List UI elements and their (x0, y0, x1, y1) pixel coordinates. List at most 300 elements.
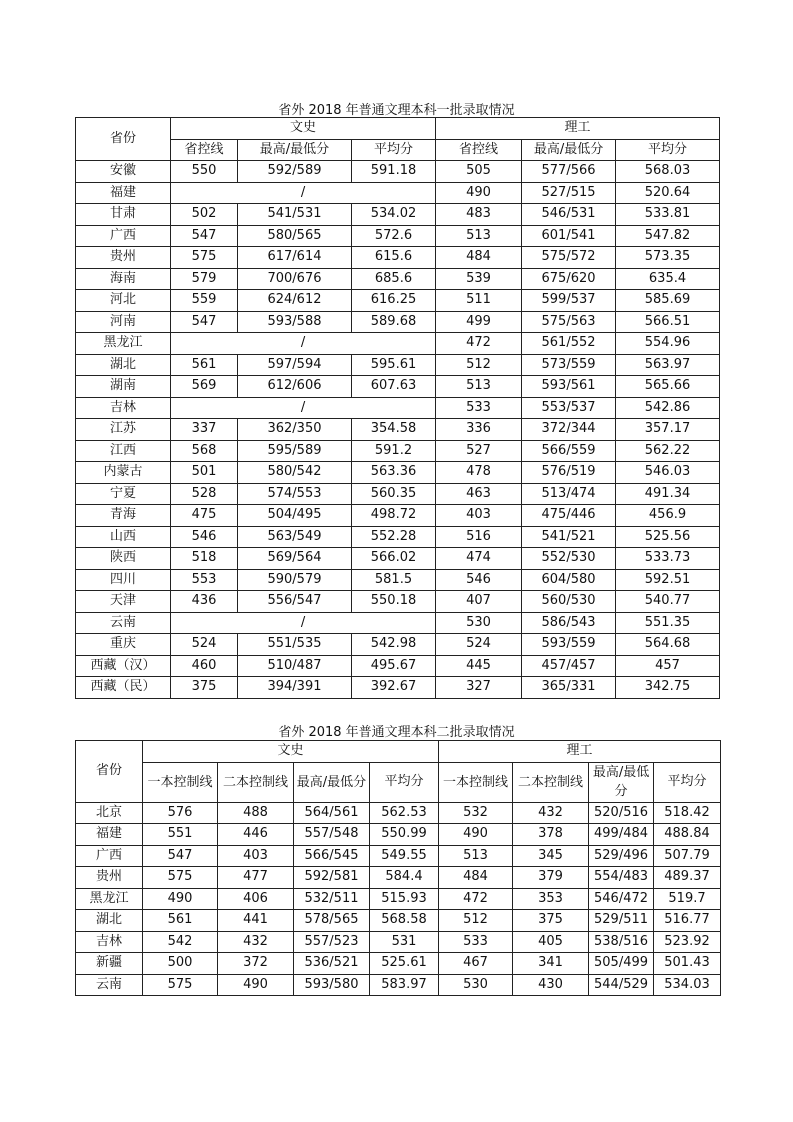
first-tier-line-cell: 467 (439, 953, 513, 975)
table-row (76, 910, 721, 932)
max-min-score-cell: 529/496 (589, 845, 654, 867)
table-row (76, 354, 720, 376)
control-line-cell: 463 (436, 483, 522, 505)
max-min-score-cell: 592/589 (238, 161, 352, 183)
table-row (76, 419, 720, 441)
max-min-score-cell: 593/588 (238, 311, 352, 333)
max-min-score-cell: 513/474 (522, 483, 616, 505)
average-score-cell: 534.02 (352, 204, 436, 226)
province-cell: 天津 (76, 591, 171, 613)
second-tier-line-cell: 378 (513, 824, 589, 846)
average-score-cell: 354.58 (352, 419, 436, 441)
province-cell: 安徽 (76, 161, 171, 183)
average-score-cell: 491.34 (616, 483, 720, 505)
column-header: 二本控制线 (513, 762, 589, 802)
control-line-cell: 559 (171, 290, 238, 312)
max-min-score-cell: 505/499 (589, 953, 654, 975)
control-line-cell: 547 (171, 311, 238, 333)
second-tier-line-cell: 353 (513, 888, 589, 910)
province-cell: 广西 (76, 225, 171, 247)
no-data-cell: / (171, 182, 436, 204)
table-row (76, 161, 720, 183)
max-min-score-cell: 554/483 (589, 867, 654, 889)
second-tier-line-cell: 375 (513, 910, 589, 932)
control-line-cell: 336 (436, 419, 522, 441)
average-score-cell: 685.6 (352, 268, 436, 290)
max-min-score-cell: 552/530 (522, 548, 616, 570)
first-tier-line-cell: 490 (143, 888, 218, 910)
table-row (76, 824, 721, 846)
max-min-score-cell: 575/572 (522, 247, 616, 269)
control-line-cell: 547 (171, 225, 238, 247)
column-header: 最高/最低分 (238, 139, 352, 161)
average-score-cell: 392.67 (352, 677, 436, 699)
max-min-score-cell: 574/553 (238, 483, 352, 505)
table-row (76, 974, 721, 996)
max-min-score-cell: 566/559 (522, 440, 616, 462)
max-min-score-cell: 593/561 (522, 376, 616, 398)
average-score-cell: 563.36 (352, 462, 436, 484)
first-tier-line-cell: 472 (439, 888, 513, 910)
column-header: 一本控制线 (439, 762, 513, 802)
control-line-cell: 550 (171, 161, 238, 183)
no-data-cell: / (171, 397, 436, 419)
max-min-score-cell: 564/561 (294, 802, 370, 824)
max-min-score-cell: 593/559 (522, 634, 616, 656)
province-cell: 贵州 (76, 867, 143, 889)
max-min-score-cell: 700/676 (238, 268, 352, 290)
province-cell: 山西 (76, 526, 171, 548)
average-score-cell: 357.17 (616, 419, 720, 441)
max-min-score-cell: 595/589 (238, 440, 352, 462)
second-tier-line-cell: 372 (218, 953, 294, 975)
first-tier-line-cell: 484 (439, 867, 513, 889)
column-header: 二本控制线 (218, 762, 294, 802)
province-cell: 青海 (76, 505, 171, 527)
column-header: 平均分 (654, 762, 721, 802)
province-cell: 福建 (76, 824, 143, 846)
max-min-score-cell: 599/537 (522, 290, 616, 312)
group-header-wenshi: 文史 (171, 118, 436, 140)
max-min-score-cell: 504/495 (238, 505, 352, 527)
control-line-cell: 436 (171, 591, 238, 613)
table-row (76, 505, 720, 527)
province-cell: 吉林 (76, 931, 143, 953)
control-line-cell: 513 (436, 376, 522, 398)
average-score-cell: 546.03 (616, 462, 720, 484)
average-score-cell: 635.4 (616, 268, 720, 290)
average-score-cell: 592.51 (616, 569, 720, 591)
max-min-score-cell: 624/612 (238, 290, 352, 312)
second-tier-line-cell: 490 (218, 974, 294, 996)
average-score-cell: 457 (616, 655, 720, 677)
max-min-score-cell: 544/529 (589, 974, 654, 996)
province-cell: 江西 (76, 440, 171, 462)
table-row (76, 548, 720, 570)
average-score-cell: 533.73 (616, 548, 720, 570)
average-score-cell: 573.35 (616, 247, 720, 269)
province-header: 省份 (76, 118, 171, 161)
max-min-score-cell: 617/614 (238, 247, 352, 269)
average-score-cell: 552.28 (352, 526, 436, 548)
average-score-cell: 591.2 (352, 440, 436, 462)
first-tier-line-cell: 576 (143, 802, 218, 824)
table-row (76, 569, 720, 591)
first-tier-line-cell: 561 (143, 910, 218, 932)
average-score-cell: 616.25 (352, 290, 436, 312)
average-score-cell: 549.55 (370, 845, 439, 867)
no-data-cell: / (171, 612, 436, 634)
max-min-score-cell: 566/545 (294, 845, 370, 867)
table-row (76, 953, 721, 975)
control-line-cell: 337 (171, 419, 238, 441)
second-tier-line-cell: 341 (513, 953, 589, 975)
average-score-cell: 551.35 (616, 612, 720, 634)
table-row (76, 591, 720, 613)
first-tier-line-cell: 575 (143, 867, 218, 889)
max-min-score-cell: 541/521 (522, 526, 616, 548)
average-score-cell: 565.66 (616, 376, 720, 398)
control-line-cell: 579 (171, 268, 238, 290)
table1-title: 省外 2018 年普通文理本科一批录取情况 (278, 103, 515, 118)
control-line-cell: 512 (436, 354, 522, 376)
control-line-cell: 561 (171, 354, 238, 376)
average-score-cell: 584.4 (370, 867, 439, 889)
average-score-cell: 534.03 (654, 974, 721, 996)
group-header-ligong: 理工 (436, 118, 720, 140)
average-score-cell: 542.86 (616, 397, 720, 419)
max-min-score-cell: 593/580 (294, 974, 370, 996)
province-cell: 福建 (76, 182, 171, 204)
table-row (76, 333, 720, 355)
province-cell: 宁夏 (76, 483, 171, 505)
average-score-cell: 519.7 (654, 888, 721, 910)
average-score-cell: 525.61 (370, 953, 439, 975)
province-cell: 湖北 (76, 354, 171, 376)
max-min-score-cell: 675/620 (522, 268, 616, 290)
table-row (76, 204, 720, 226)
max-min-score-cell: 394/391 (238, 677, 352, 699)
table-row (76, 845, 721, 867)
max-min-score-cell: 563/549 (238, 526, 352, 548)
max-min-score-cell: 551/535 (238, 634, 352, 656)
province-cell: 湖北 (76, 910, 143, 932)
control-line-cell: 575 (171, 247, 238, 269)
control-line-cell: 375 (171, 677, 238, 699)
average-score-cell: 563.97 (616, 354, 720, 376)
average-score-cell: 562.53 (370, 802, 439, 824)
table-row (76, 462, 720, 484)
first-tier-line-cell: 542 (143, 931, 218, 953)
table2-title: 省外 2018 年普通文理本科二批录取情况 (278, 725, 515, 740)
control-line-cell: 478 (436, 462, 522, 484)
max-min-score-cell: 546/472 (589, 888, 654, 910)
max-min-score-cell: 578/565 (294, 910, 370, 932)
average-score-cell: 489.37 (654, 867, 721, 889)
table-row (76, 888, 721, 910)
max-min-score-cell: 529/511 (589, 910, 654, 932)
province-cell: 江苏 (76, 419, 171, 441)
max-min-score-cell: 510/487 (238, 655, 352, 677)
average-score-cell: 566.02 (352, 548, 436, 570)
second-tier-line-cell: 488 (218, 802, 294, 824)
second-tier-line-cell: 403 (218, 845, 294, 867)
column-header: 最高/最低分 (294, 762, 370, 802)
group-header-wenshi: 文史 (143, 741, 439, 763)
table-row (76, 290, 720, 312)
average-score-cell: 498.72 (352, 505, 436, 527)
max-min-score-cell: 580/542 (238, 462, 352, 484)
second-tier-line-cell: 379 (513, 867, 589, 889)
max-min-score-cell: 536/521 (294, 953, 370, 975)
max-min-score-cell: 612/606 (238, 376, 352, 398)
control-line-cell: 502 (171, 204, 238, 226)
table-row (76, 225, 720, 247)
province-cell: 陕西 (76, 548, 171, 570)
control-line-cell: 568 (171, 440, 238, 462)
average-score-cell: 550.18 (352, 591, 436, 613)
first-tier-line-cell: 530 (439, 974, 513, 996)
max-min-score-cell: 538/516 (589, 931, 654, 953)
control-line-cell: 490 (436, 182, 522, 204)
average-score-cell: 554.96 (616, 333, 720, 355)
column-header: 平均分 (352, 139, 436, 161)
max-min-score-cell: 546/531 (522, 204, 616, 226)
average-score-cell: 540.77 (616, 591, 720, 613)
max-min-score-cell: 457/457 (522, 655, 616, 677)
average-score-cell: 560.35 (352, 483, 436, 505)
second-tier-line-cell: 405 (513, 931, 589, 953)
max-min-score-cell: 532/511 (294, 888, 370, 910)
control-line-cell: 569 (171, 376, 238, 398)
control-line-cell: 501 (171, 462, 238, 484)
control-line-cell: 474 (436, 548, 522, 570)
column-header: 平均分 (616, 139, 720, 161)
control-line-cell: 445 (436, 655, 522, 677)
average-score-cell: 525.56 (616, 526, 720, 548)
table-row (76, 526, 720, 548)
max-min-score-cell: 372/344 (522, 419, 616, 441)
average-score-cell: 583.97 (370, 974, 439, 996)
average-score-cell: 523.92 (654, 931, 721, 953)
average-score-cell: 566.51 (616, 311, 720, 333)
group-header-ligong: 理工 (439, 741, 721, 763)
control-line-cell: 483 (436, 204, 522, 226)
table-row (76, 182, 720, 204)
table-row (76, 483, 720, 505)
province-cell: 广西 (76, 845, 143, 867)
second-tier-line-cell: 432 (218, 931, 294, 953)
first-tier-line-cell: 551 (143, 824, 218, 846)
control-line-cell: 403 (436, 505, 522, 527)
province-cell: 海南 (76, 268, 171, 290)
table-row (76, 867, 721, 889)
first-tier-line-cell: 532 (439, 802, 513, 824)
first-tier-line-cell: 512 (439, 910, 513, 932)
max-min-score-cell: 365/331 (522, 677, 616, 699)
no-data-cell: / (171, 333, 436, 355)
column-header: 最高/最低分 (589, 762, 654, 802)
max-min-score-cell: 499/484 (589, 824, 654, 846)
control-line-cell: 553 (171, 569, 238, 591)
max-min-score-cell: 561/552 (522, 333, 616, 355)
average-score-cell: 518.42 (654, 802, 721, 824)
control-line-cell: 546 (436, 569, 522, 591)
average-score-cell: 516.77 (654, 910, 721, 932)
table-row (76, 311, 720, 333)
max-min-score-cell: 557/523 (294, 931, 370, 953)
control-line-cell: 407 (436, 591, 522, 613)
province-cell: 四川 (76, 569, 171, 591)
average-score-cell: 585.69 (616, 290, 720, 312)
control-line-cell: 518 (171, 548, 238, 570)
province-cell: 新疆 (76, 953, 143, 975)
table-row (76, 634, 720, 656)
control-line-cell: 513 (436, 225, 522, 247)
province-cell: 吉林 (76, 397, 171, 419)
max-min-score-cell: 576/519 (522, 462, 616, 484)
max-min-score-cell: 573/559 (522, 354, 616, 376)
average-score-cell: 495.67 (352, 655, 436, 677)
max-min-score-cell: 601/541 (522, 225, 616, 247)
control-line-cell: 516 (436, 526, 522, 548)
first-tier-line-cell: 575 (143, 974, 218, 996)
province-cell: 黑龙江 (76, 888, 143, 910)
max-min-score-cell: 556/547 (238, 591, 352, 613)
control-line-cell: 472 (436, 333, 522, 355)
first-tier-line-cell: 500 (143, 953, 218, 975)
average-score-cell: 589.68 (352, 311, 436, 333)
province-cell: 甘肃 (76, 204, 171, 226)
max-min-score-cell: 586/543 (522, 612, 616, 634)
average-score-cell: 564.68 (616, 634, 720, 656)
province-cell: 北京 (76, 802, 143, 824)
column-header: 省控线 (436, 139, 522, 161)
control-line-cell: 524 (436, 634, 522, 656)
max-min-score-cell: 590/579 (238, 569, 352, 591)
average-score-cell: 568.03 (616, 161, 720, 183)
average-score-cell: 488.84 (654, 824, 721, 846)
second-tier-line-cell: 441 (218, 910, 294, 932)
control-line-cell: 533 (436, 397, 522, 419)
control-line-cell: 475 (171, 505, 238, 527)
max-min-score-cell: 362/350 (238, 419, 352, 441)
table-row (76, 247, 720, 269)
max-min-score-cell: 541/531 (238, 204, 352, 226)
control-line-cell: 546 (171, 526, 238, 548)
control-line-cell: 484 (436, 247, 522, 269)
max-min-score-cell: 557/548 (294, 824, 370, 846)
average-score-cell: 547.82 (616, 225, 720, 247)
max-min-score-cell: 569/564 (238, 548, 352, 570)
control-line-cell: 511 (436, 290, 522, 312)
average-score-cell: 607.63 (352, 376, 436, 398)
control-line-cell: 528 (171, 483, 238, 505)
average-score-cell: 533.81 (616, 204, 720, 226)
table-row (76, 440, 720, 462)
average-score-cell: 531 (370, 931, 439, 953)
average-score-cell: 572.6 (352, 225, 436, 247)
average-score-cell: 568.58 (370, 910, 439, 932)
average-score-cell: 507.79 (654, 845, 721, 867)
average-score-cell: 456.9 (616, 505, 720, 527)
max-min-score-cell: 580/565 (238, 225, 352, 247)
average-score-cell: 615.6 (352, 247, 436, 269)
average-score-cell: 342.75 (616, 677, 720, 699)
control-line-cell: 499 (436, 311, 522, 333)
province-cell: 云南 (76, 974, 143, 996)
average-score-cell: 591.18 (352, 161, 436, 183)
max-min-score-cell: 604/580 (522, 569, 616, 591)
province-cell: 湖南 (76, 376, 171, 398)
control-line-cell: 530 (436, 612, 522, 634)
column-header: 平均分 (370, 762, 439, 802)
province-cell: 河北 (76, 290, 171, 312)
average-score-cell: 501.43 (654, 953, 721, 975)
first-tier-line-cell: 533 (439, 931, 513, 953)
second-tier-line-cell: 477 (218, 867, 294, 889)
max-min-score-cell: 560/530 (522, 591, 616, 613)
province-cell: 河南 (76, 311, 171, 333)
first-tier-line-cell: 547 (143, 845, 218, 867)
second-tier-line-cell: 406 (218, 888, 294, 910)
control-line-cell: 527 (436, 440, 522, 462)
column-header: 最高/最低分 (522, 139, 616, 161)
table-row (76, 612, 720, 634)
control-line-cell: 327 (436, 677, 522, 699)
max-min-score-cell: 553/537 (522, 397, 616, 419)
control-line-cell: 460 (171, 655, 238, 677)
average-score-cell: 595.61 (352, 354, 436, 376)
table-row (76, 655, 720, 677)
first-tier-line-cell: 513 (439, 845, 513, 867)
table-row (76, 931, 721, 953)
province-cell: 黑龙江 (76, 333, 171, 355)
first-batch-admission-table (75, 117, 720, 699)
average-score-cell: 581.5 (352, 569, 436, 591)
province-header: 省份 (76, 741, 143, 803)
second-tier-line-cell: 446 (218, 824, 294, 846)
control-line-cell: 524 (171, 634, 238, 656)
average-score-cell: 542.98 (352, 634, 436, 656)
control-line-cell: 539 (436, 268, 522, 290)
table-row (76, 268, 720, 290)
average-score-cell: 515.93 (370, 888, 439, 910)
table-row (76, 397, 720, 419)
second-tier-line-cell: 430 (513, 974, 589, 996)
province-cell: 西藏（民） (76, 677, 171, 699)
second-tier-line-cell: 432 (513, 802, 589, 824)
average-score-cell: 520.64 (616, 182, 720, 204)
column-header: 一本控制线 (143, 762, 218, 802)
second-tier-line-cell: 345 (513, 845, 589, 867)
max-min-score-cell: 527/515 (522, 182, 616, 204)
max-min-score-cell: 575/563 (522, 311, 616, 333)
province-cell: 重庆 (76, 634, 171, 656)
table-row (76, 376, 720, 398)
province-cell: 贵州 (76, 247, 171, 269)
max-min-score-cell: 577/566 (522, 161, 616, 183)
province-cell: 内蒙古 (76, 462, 171, 484)
max-min-score-cell: 592/581 (294, 867, 370, 889)
control-line-cell: 505 (436, 161, 522, 183)
average-score-cell: 550.99 (370, 824, 439, 846)
max-min-score-cell: 520/516 (589, 802, 654, 824)
column-header: 省控线 (171, 139, 238, 161)
average-score-cell: 562.22 (616, 440, 720, 462)
max-min-score-cell: 597/594 (238, 354, 352, 376)
first-tier-line-cell: 490 (439, 824, 513, 846)
